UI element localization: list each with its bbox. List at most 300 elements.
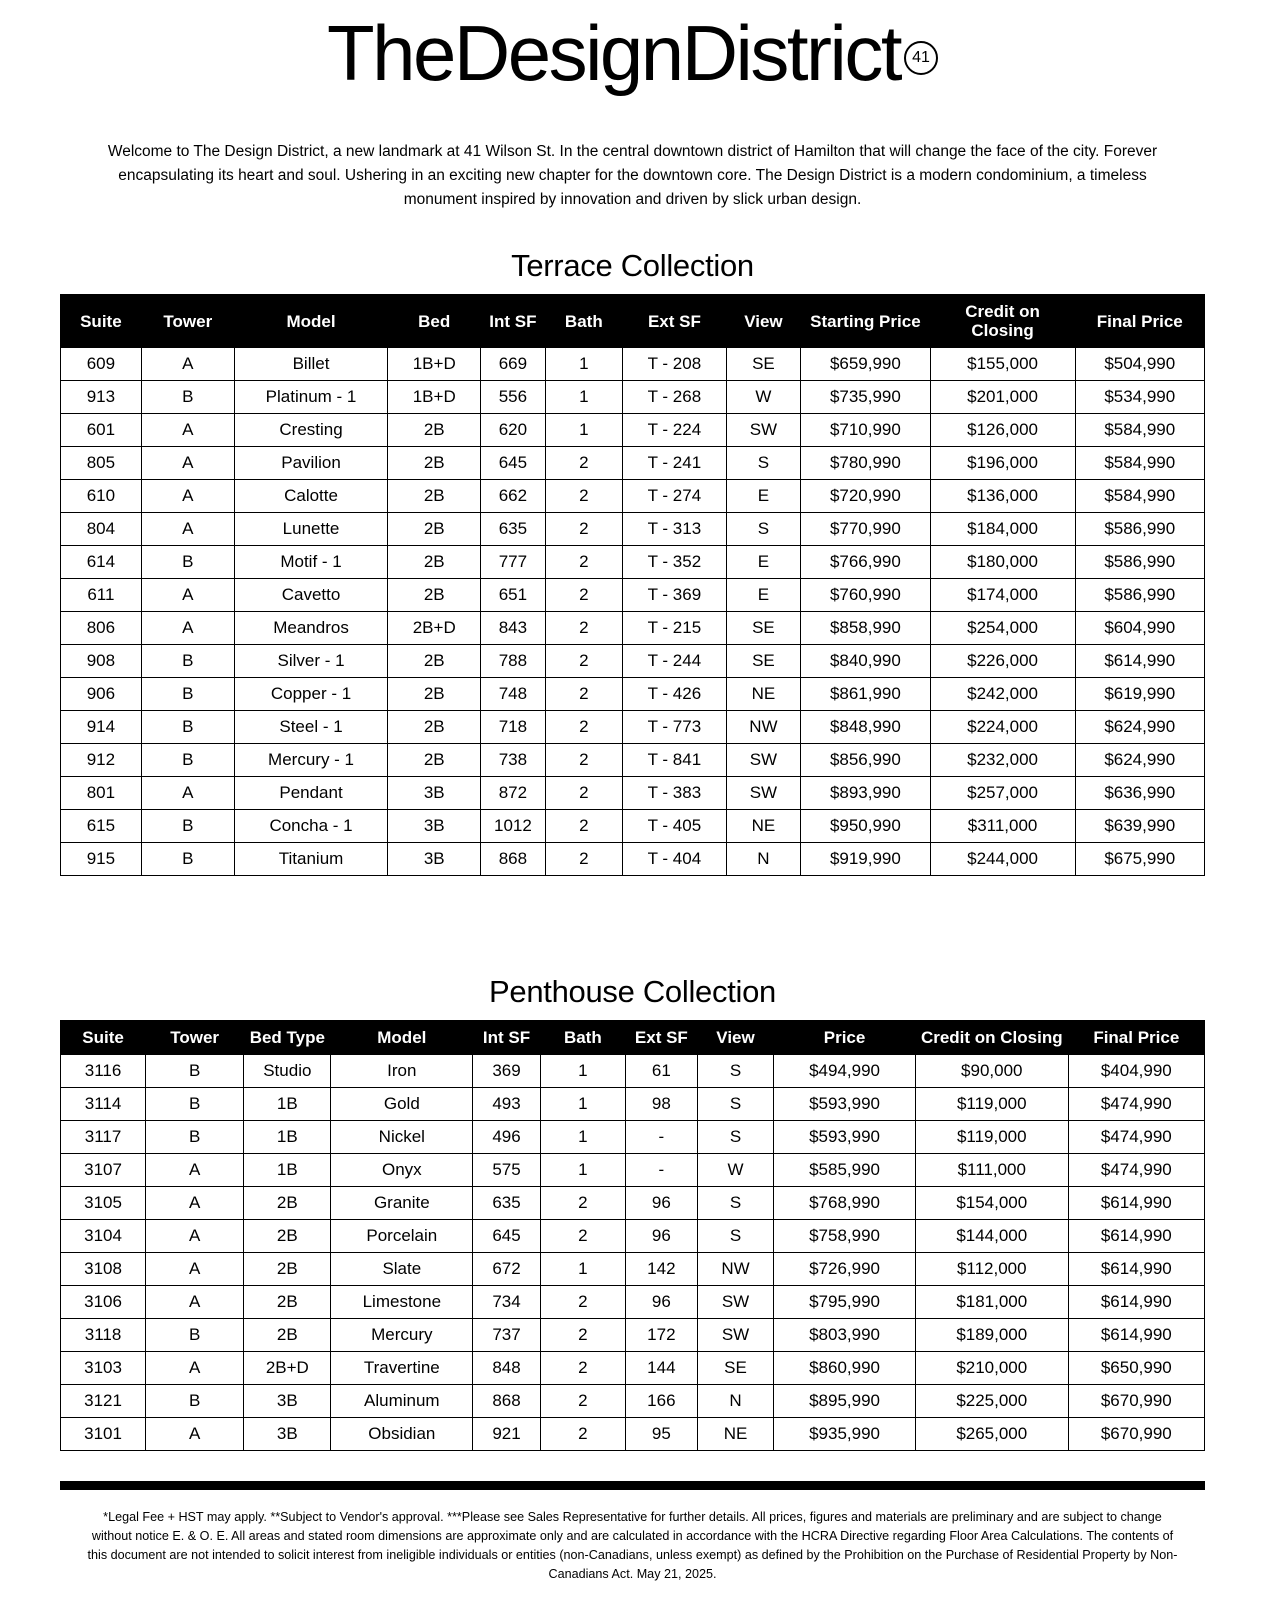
terrace-cell: $619,990 — [1075, 678, 1204, 711]
terrace-col-model: Model — [234, 295, 387, 348]
terrace-cell: W — [726, 381, 801, 414]
terrace-cell: $584,990 — [1075, 414, 1204, 447]
terrace-cell: $675,990 — [1075, 843, 1204, 876]
terrace-cell: $858,990 — [801, 612, 930, 645]
terrace-cell: $950,990 — [801, 810, 930, 843]
penthouse-cell: 2B — [244, 1319, 331, 1352]
penthouse-table-body — [61, 1055, 1205, 1451]
penthouse-cell: Porcelain — [331, 1220, 473, 1253]
terrace-cell: 806 — [61, 612, 142, 645]
penthouse-cell: $494,990 — [774, 1055, 916, 1088]
penthouse-cell: 96 — [625, 1187, 697, 1220]
terrace-cell: Copper - 1 — [234, 678, 387, 711]
terrace-cell: NE — [726, 810, 801, 843]
terrace-cell: $184,000 — [930, 513, 1075, 546]
terrace-cell: 2 — [545, 612, 623, 645]
penthouse-cell: S — [697, 1088, 773, 1121]
terrace-col-final-price: Final Price — [1075, 295, 1204, 348]
terrace-cell: $534,990 — [1075, 381, 1204, 414]
penthouse-cell: $404,990 — [1068, 1055, 1204, 1088]
penthouse-cell: Onyx — [331, 1154, 473, 1187]
terrace-cell: $636,990 — [1075, 777, 1204, 810]
terrace-cell: T - 773 — [623, 711, 727, 744]
terrace-cell: T - 274 — [623, 480, 727, 513]
penthouse-cell: 2 — [540, 1286, 625, 1319]
terrace-cell: N — [726, 843, 801, 876]
penthouse-cell: $90,000 — [915, 1055, 1068, 1088]
penthouse-cell: 2B — [244, 1253, 331, 1286]
terrace-cell: 801 — [61, 777, 142, 810]
terrace-collection-title: Terrace Collection — [511, 248, 754, 284]
penthouse-cell: $119,000 — [915, 1088, 1068, 1121]
terrace-cell: $624,990 — [1075, 744, 1204, 777]
terrace-cell: 738 — [481, 744, 545, 777]
penthouse-cell: 144 — [625, 1352, 697, 1385]
terrace-cell: 908 — [61, 645, 142, 678]
penthouse-cell: 2B+D — [244, 1352, 331, 1385]
table-row — [61, 1352, 1205, 1385]
table-row — [61, 678, 1205, 711]
terrace-cell: T - 369 — [623, 579, 727, 612]
terrace-cell: 868 — [481, 843, 545, 876]
penthouse-cell: $614,990 — [1068, 1319, 1204, 1352]
penthouse-cell: $474,990 — [1068, 1121, 1204, 1154]
terrace-cell: A — [141, 447, 234, 480]
penthouse-cell: Granite — [331, 1187, 473, 1220]
terrace-cell: $257,000 — [930, 777, 1075, 810]
terrace-cell: 2 — [545, 744, 623, 777]
terrace-cell: 1B+D — [388, 381, 481, 414]
penthouse-cell: 575 — [473, 1154, 541, 1187]
terrace-cell: Pavilion — [234, 447, 387, 480]
penthouse-cell: 2 — [540, 1418, 625, 1451]
terrace-cell: T - 426 — [623, 678, 727, 711]
terrace-cell: 913 — [61, 381, 142, 414]
terrace-cell: B — [141, 645, 234, 678]
penthouse-cell: 734 — [473, 1286, 541, 1319]
terrace-cell: SE — [726, 612, 801, 645]
terrace-cell: 620 — [481, 414, 545, 447]
terrace-cell: Pendant — [234, 777, 387, 810]
penthouse-cell: 672 — [473, 1253, 541, 1286]
terrace-col-starting-price: Starting Price — [801, 295, 930, 348]
terrace-cell: 556 — [481, 381, 545, 414]
table-row — [61, 579, 1205, 612]
terrace-cell: $659,990 — [801, 348, 930, 381]
terrace-cell: $614,990 — [1075, 645, 1204, 678]
table-row — [61, 777, 1205, 810]
penthouse-cell: 868 — [473, 1385, 541, 1418]
terrace-col-int-sf: Int SF — [481, 295, 545, 348]
terrace-cell: $856,990 — [801, 744, 930, 777]
terrace-cell: $126,000 — [930, 414, 1075, 447]
terrace-cell: $244,000 — [930, 843, 1075, 876]
terrace-cell: 788 — [481, 645, 545, 678]
penthouse-cell: $650,990 — [1068, 1352, 1204, 1385]
penthouse-col-ext-sf: Ext SF — [625, 1021, 697, 1055]
penthouse-cell: 2 — [540, 1385, 625, 1418]
penthouse-cell: 1 — [540, 1088, 625, 1121]
penthouse-cell: $593,990 — [774, 1088, 916, 1121]
penthouse-cell: 1B — [244, 1088, 331, 1121]
terrace-cell: $226,000 — [930, 645, 1075, 678]
table-row — [61, 843, 1205, 876]
penthouse-cell: A — [146, 1187, 244, 1220]
penthouse-cell: 61 — [625, 1055, 697, 1088]
table-row — [61, 711, 1205, 744]
penthouse-cell: A — [146, 1154, 244, 1187]
terrace-cell: 669 — [481, 348, 545, 381]
terrace-cell: $766,990 — [801, 546, 930, 579]
terrace-collection-table — [60, 294, 1205, 876]
terrace-cell: $224,000 — [930, 711, 1075, 744]
penthouse-cell: 3116 — [61, 1055, 146, 1088]
penthouse-cell: 1B — [244, 1154, 331, 1187]
terrace-cell: E — [726, 579, 801, 612]
terrace-cell: 2B — [388, 711, 481, 744]
penthouse-cell: $758,990 — [774, 1220, 916, 1253]
terrace-cell: Motif - 1 — [234, 546, 387, 579]
terrace-cell: 2B — [388, 645, 481, 678]
penthouse-cell: 142 — [625, 1253, 697, 1286]
penthouse-collection-title: Penthouse Collection — [489, 974, 776, 1010]
terrace-cell: 912 — [61, 744, 142, 777]
legal-disclaimer: *Legal Fee + HST may apply. **Subject to Vendor's approval. ***Please see Sales Representative for further details. All prices, figures and materials are preliminary and are subject to change without notice E. & O. E. All areas and stated room dimensions are approximate only and are calculated in accordance with the HCRA Directive regarding Floor Area Calculations. The contents of this document are not intended to solicit interest from ineligible individuals or entities (non-Canadians, unless exempt) as defined by the Prohibition on the Purchase of Residential Property by Non-Canadians Act. May 21, 2025. — [87, 1510, 1178, 1581]
terrace-cell: 1 — [545, 414, 623, 447]
terrace-cell: $232,000 — [930, 744, 1075, 777]
terrace-cell: SE — [726, 645, 801, 678]
terrace-cell: Steel - 1 — [234, 711, 387, 744]
terrace-cell: 3B — [388, 777, 481, 810]
penthouse-cell: W — [697, 1154, 773, 1187]
terrace-cell: $710,990 — [801, 414, 930, 447]
penthouse-cell: N — [697, 1385, 773, 1418]
penthouse-cell: 3104 — [61, 1220, 146, 1253]
table-row — [61, 381, 1205, 414]
penthouse-cell: 2B — [244, 1286, 331, 1319]
penthouse-cell: $474,990 — [1068, 1154, 1204, 1187]
terrace-cell: 615 — [61, 810, 142, 843]
terrace-cell: $861,990 — [801, 678, 930, 711]
penthouse-cell: $670,990 — [1068, 1385, 1204, 1418]
terrace-cell: Concha - 1 — [234, 810, 387, 843]
terrace-cell: $174,000 — [930, 579, 1075, 612]
terrace-cell: T - 841 — [623, 744, 727, 777]
penthouse-cell: A — [146, 1418, 244, 1451]
terrace-cell: T - 404 — [623, 843, 727, 876]
table-row — [61, 1385, 1205, 1418]
table-row — [61, 1088, 1205, 1121]
terrace-cell: Meandros — [234, 612, 387, 645]
penthouse-cell: 3101 — [61, 1418, 146, 1451]
terrace-cell: $893,990 — [801, 777, 930, 810]
penthouse-cell: B — [146, 1319, 244, 1352]
terrace-cell: $155,000 — [930, 348, 1075, 381]
terrace-cell: 2 — [545, 777, 623, 810]
terrace-cell: $586,990 — [1075, 513, 1204, 546]
penthouse-col-view: View — [697, 1021, 773, 1055]
terrace-cell: 2B — [388, 744, 481, 777]
terrace-col-bath: Bath — [545, 295, 623, 348]
penthouse-cell: B — [146, 1385, 244, 1418]
terrace-cell: 2 — [545, 447, 623, 480]
terrace-cell: 2B — [388, 414, 481, 447]
penthouse-cell: A — [146, 1286, 244, 1319]
terrace-cell: 662 — [481, 480, 545, 513]
penthouse-cell: NE — [697, 1418, 773, 1451]
penthouse-cell: - — [625, 1121, 697, 1154]
terrace-cell: 651 — [481, 579, 545, 612]
penthouse-cell: 96 — [625, 1286, 697, 1319]
penthouse-cell: $119,000 — [915, 1121, 1068, 1154]
terrace-cell: A — [141, 414, 234, 447]
terrace-cell: NE — [726, 678, 801, 711]
penthouse-cell: 3121 — [61, 1385, 146, 1418]
penthouse-cell: $585,990 — [774, 1154, 916, 1187]
terrace-cell: Lunette — [234, 513, 387, 546]
penthouse-cell: $111,000 — [915, 1154, 1068, 1187]
penthouse-cell: 3107 — [61, 1154, 146, 1187]
penthouse-cell: $593,990 — [774, 1121, 916, 1154]
penthouse-cell: 645 — [473, 1220, 541, 1253]
terrace-cell: $311,000 — [930, 810, 1075, 843]
terrace-cell: B — [141, 381, 234, 414]
table-row — [61, 1418, 1205, 1451]
penthouse-cell: 369 — [473, 1055, 541, 1088]
terrace-cell: 2 — [545, 843, 623, 876]
penthouse-cell: S — [697, 1055, 773, 1088]
penthouse-cell: 635 — [473, 1187, 541, 1220]
terrace-cell: Silver - 1 — [234, 645, 387, 678]
terrace-cell: T - 383 — [623, 777, 727, 810]
terrace-cell: 2B — [388, 447, 481, 480]
terrace-cell: $840,990 — [801, 645, 930, 678]
terrace-cell: 609 — [61, 348, 142, 381]
penthouse-col-model: Model — [331, 1021, 473, 1055]
terrace-cell: 718 — [481, 711, 545, 744]
penthouse-cell: Iron — [331, 1055, 473, 1088]
penthouse-cell: $112,000 — [915, 1253, 1068, 1286]
penthouse-cell: Gold — [331, 1088, 473, 1121]
terrace-cell: $919,990 — [801, 843, 930, 876]
terrace-cell: $760,990 — [801, 579, 930, 612]
terrace-cell: Platinum - 1 — [234, 381, 387, 414]
penthouse-cell: 3114 — [61, 1088, 146, 1121]
penthouse-cell: 1 — [540, 1253, 625, 1286]
table-row — [61, 1220, 1205, 1253]
table-row — [61, 513, 1205, 546]
terrace-cell: B — [141, 810, 234, 843]
penthouse-col-price: Price — [774, 1021, 916, 1055]
table-row — [61, 1055, 1205, 1088]
penthouse-cell: S — [697, 1220, 773, 1253]
terrace-cell: Cresting — [234, 414, 387, 447]
table-row — [61, 480, 1205, 513]
table-row — [61, 1286, 1205, 1319]
table-row — [61, 348, 1205, 381]
terrace-cell: 1012 — [481, 810, 545, 843]
terrace-cell: 843 — [481, 612, 545, 645]
penthouse-cell: $614,990 — [1068, 1187, 1204, 1220]
penthouse-cell: 848 — [473, 1352, 541, 1385]
penthouse-cell: 1B — [244, 1121, 331, 1154]
penthouse-cell: $144,000 — [915, 1220, 1068, 1253]
terrace-col-tower: Tower — [141, 295, 234, 348]
terrace-cell: T - 268 — [623, 381, 727, 414]
penthouse-cell: $189,000 — [915, 1319, 1068, 1352]
terrace-cell: $584,990 — [1075, 447, 1204, 480]
terrace-cell: B — [141, 678, 234, 711]
terrace-cell: $624,990 — [1075, 711, 1204, 744]
penthouse-col-credit-on-closing: Credit on Closing — [915, 1021, 1068, 1055]
terrace-cell: $201,000 — [930, 381, 1075, 414]
terrace-cell: $504,990 — [1075, 348, 1204, 381]
table-row — [61, 645, 1205, 678]
terrace-cell: T - 208 — [623, 348, 727, 381]
penthouse-cell: $614,990 — [1068, 1253, 1204, 1286]
terrace-cell: 2B — [388, 678, 481, 711]
terrace-cell: T - 244 — [623, 645, 727, 678]
penthouse-cell: 496 — [473, 1121, 541, 1154]
terrace-cell: 645 — [481, 447, 545, 480]
penthouse-col-tower: Tower — [146, 1021, 244, 1055]
penthouse-cell: 2 — [540, 1187, 625, 1220]
terrace-cell: 805 — [61, 447, 142, 480]
footer-divider — [60, 1481, 1205, 1490]
penthouse-cell: 1 — [540, 1055, 625, 1088]
penthouse-cell: $935,990 — [774, 1418, 916, 1451]
penthouse-cell: 3108 — [61, 1253, 146, 1286]
terrace-cell: S — [726, 447, 801, 480]
terrace-cell: $586,990 — [1075, 579, 1204, 612]
penthouse-col-int-sf: Int SF — [473, 1021, 541, 1055]
penthouse-cell: 96 — [625, 1220, 697, 1253]
terrace-cell: A — [141, 480, 234, 513]
terrace-cell: 2 — [545, 711, 623, 744]
terrace-cell: SE — [726, 348, 801, 381]
terrace-cell: A — [141, 348, 234, 381]
penthouse-cell: $803,990 — [774, 1319, 916, 1352]
penthouse-cell: 172 — [625, 1319, 697, 1352]
terrace-cell: Mercury - 1 — [234, 744, 387, 777]
terrace-cell: 872 — [481, 777, 545, 810]
terrace-cell: 2 — [545, 480, 623, 513]
table-row — [61, 447, 1205, 480]
penthouse-cell: 2 — [540, 1319, 625, 1352]
terrace-header-row — [61, 295, 1205, 348]
terrace-cell: T - 352 — [623, 546, 727, 579]
penthouse-cell: 921 — [473, 1418, 541, 1451]
terrace-table-body — [61, 348, 1205, 876]
penthouse-cell: A — [146, 1352, 244, 1385]
terrace-cell: $735,990 — [801, 381, 930, 414]
penthouse-cell: S — [697, 1187, 773, 1220]
terrace-cell: 914 — [61, 711, 142, 744]
logo-badge-41: 41 — [904, 41, 938, 75]
table-row — [61, 1319, 1205, 1352]
penthouse-cell: A — [146, 1253, 244, 1286]
penthouse-col-suite: Suite — [61, 1021, 146, 1055]
intro-paragraph: Welcome to The Design District, a new landmark at 41 Wilson St. In the central downtown district of Hamilton that will change the face of the city. Forever encapsulating its heart and soul. Ushering in an exciting new chapter for the downtown core. The Design District is a modern condominium, a timeless monument inspired by innovation and driven by slick urban design. — [107, 143, 1158, 209]
terrace-cell: 1B+D — [388, 348, 481, 381]
terrace-cell: 2B+D — [388, 612, 481, 645]
table-row — [61, 612, 1205, 645]
penthouse-cell: $614,990 — [1068, 1220, 1204, 1253]
penthouse-cell: 3B — [244, 1385, 331, 1418]
terrace-cell: $196,000 — [930, 447, 1075, 480]
brand-logo — [50, 0, 1215, 97]
penthouse-col-final-price: Final Price — [1068, 1021, 1204, 1055]
penthouse-cell: S — [697, 1121, 773, 1154]
terrace-cell: Titanium — [234, 843, 387, 876]
terrace-cell: 2 — [545, 645, 623, 678]
penthouse-cell: Limestone — [331, 1286, 473, 1319]
terrace-cell: T - 313 — [623, 513, 727, 546]
terrace-cell: SW — [726, 744, 801, 777]
terrace-cell: Billet — [234, 348, 387, 381]
penthouse-cell: $670,990 — [1068, 1418, 1204, 1451]
terrace-cell: $242,000 — [930, 678, 1075, 711]
terrace-cell: 3B — [388, 843, 481, 876]
penthouse-col-bath: Bath — [540, 1021, 625, 1055]
penthouse-cell: $768,990 — [774, 1187, 916, 1220]
terrace-cell: 2B — [388, 513, 481, 546]
terrace-col-ext-sf: Ext SF — [623, 295, 727, 348]
terrace-cell: $848,990 — [801, 711, 930, 744]
terrace-cell: 611 — [61, 579, 142, 612]
terrace-cell: 635 — [481, 513, 545, 546]
terrace-cell: 2 — [545, 546, 623, 579]
terrace-cell: 748 — [481, 678, 545, 711]
terrace-cell: T - 224 — [623, 414, 727, 447]
terrace-cell: 2 — [545, 579, 623, 612]
terrace-cell: $586,990 — [1075, 546, 1204, 579]
penthouse-cell: $795,990 — [774, 1286, 916, 1319]
terrace-cell: 2B — [388, 579, 481, 612]
penthouse-cell: Travertine — [331, 1352, 473, 1385]
terrace-cell: 601 — [61, 414, 142, 447]
terrace-cell: $720,990 — [801, 480, 930, 513]
penthouse-cell: 1 — [540, 1154, 625, 1187]
penthouse-cell: Obsidian — [331, 1418, 473, 1451]
penthouse-header-row — [61, 1021, 1205, 1055]
terrace-col-view: View — [726, 295, 801, 348]
penthouse-cell: $181,000 — [915, 1286, 1068, 1319]
terrace-cell: A — [141, 777, 234, 810]
terrace-cell: B — [141, 546, 234, 579]
terrace-col-credit-on-closing: Credit on Closing — [930, 295, 1075, 348]
terrace-col-suite: Suite — [61, 295, 142, 348]
terrace-cell: Calotte — [234, 480, 387, 513]
penthouse-col-bed-type: Bed Type — [244, 1021, 331, 1055]
terrace-cell: 2B — [388, 546, 481, 579]
penthouse-cell: NW — [697, 1253, 773, 1286]
terrace-col-bed: Bed — [388, 295, 481, 348]
penthouse-collection-table — [60, 1020, 1205, 1451]
terrace-cell: 915 — [61, 843, 142, 876]
terrace-cell: B — [141, 744, 234, 777]
penthouse-cell: 2 — [540, 1220, 625, 1253]
terrace-cell: 1 — [545, 381, 623, 414]
terrace-cell: S — [726, 513, 801, 546]
terrace-cell: 777 — [481, 546, 545, 579]
penthouse-cell: $210,000 — [915, 1352, 1068, 1385]
penthouse-cell: B — [146, 1088, 244, 1121]
terrace-cell: SW — [726, 414, 801, 447]
penthouse-cell: 98 — [625, 1088, 697, 1121]
terrace-cell: E — [726, 546, 801, 579]
terrace-cell: 2 — [545, 513, 623, 546]
